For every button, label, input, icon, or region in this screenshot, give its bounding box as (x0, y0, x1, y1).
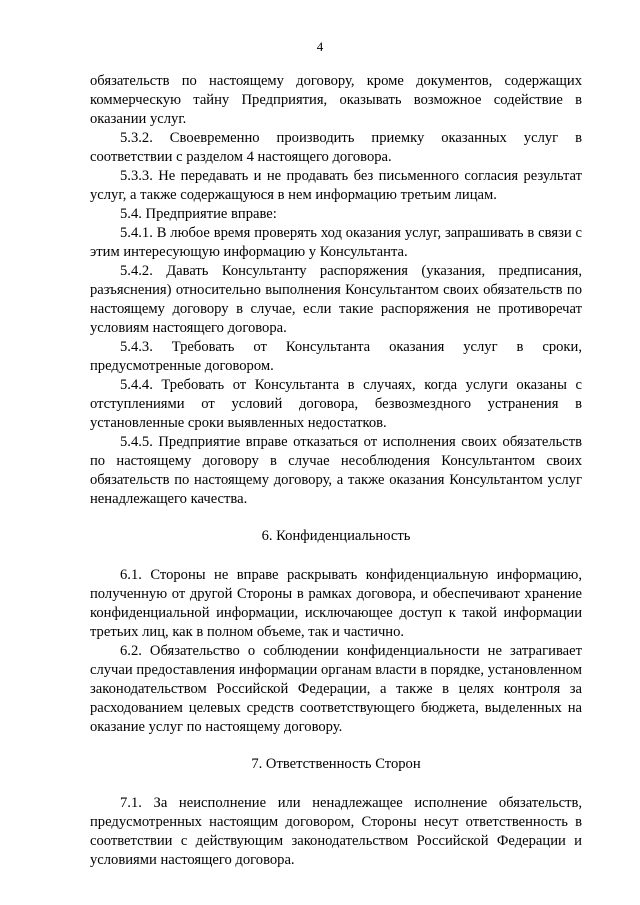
paragraph-5-4-4: 5.4.4. Требовать от Консультанта в случаях, когда услуги оказаны с отступлениями от условий договора, безвозмездного устранения в установленные сроки выявленных недостатков. (90, 377, 582, 431)
paragraph-5-4-2: 5.4.2. Давать Консультанту распоряжения (указания, предписания, разъяснения) относительно выполнения Консультантом своих обязательств по настоящему договору в случае, если такие распоряжения не противоречат условиям настоящего договора. (90, 263, 582, 336)
paragraph-continuation: обязательств по настоящему договору, кроме документов, содержащих коммерческую тайну Предприятия, оказывать возможное содействие в оказании услуг. (90, 73, 582, 127)
paragraph-6-1: 6.1. Стороны не вправе раскрывать конфиденциальную информацию, полученную от другой Стороны в рамках договора, и обеспечивают хранение конфиденциальной информации, исключающее доступ к такой информации третьих лиц, как в полном объеме, так и частично. (90, 567, 582, 640)
paragraph-5-3-3: 5.3.3. Не передавать и не продавать без письменного согласия результат услуг, а также содержащуюся в нем информацию третьим лицам. (90, 168, 582, 203)
paragraph-5-4-1: 5.4.1. В любое время проверять ход оказания услуг, запрашивать в связи с этим интересующую информацию у Консультанта. (90, 225, 582, 260)
document-body (90, 72, 582, 870)
paragraph-7-1: 7.1. За неисполнение или ненадлежащее исполнение обязательств, предусмотренных настоящим договором, Стороны несут ответственность в соответствии с действующим законодательством Российской Федерации и условиями настоящего договора. (90, 795, 582, 868)
paragraph-5-3-2: 5.3.2. Своевременно производить приемку оказанных услуг в соответствии с разделом 4 настоящего договора. (90, 130, 582, 165)
section-6-title: 6. Конфиденциальность (261, 528, 411, 544)
paragraph-5-4-3: 5.4.3. Требовать от Консультанта оказания услуг в сроки, предусмотренные договором. (90, 339, 582, 374)
page-number: 4 (316, 39, 324, 54)
paragraph-6-2: 6.2. Обязательство о соблюдении конфиденциальности не затрагивает случаи предоставления информации органам власти в порядке, установленном законодательством Российской Федерации, а также в целях контроля за расходованием целевых средств соответствующего бюджета, выделенных на оказание услуг по настоящему договору. (90, 643, 582, 735)
section-7-title: 7. Ответственность Сторон (251, 756, 421, 772)
paragraph-5-4: 5.4. Предприятие вправе: (120, 206, 277, 222)
paragraph-5-4-5: 5.4.5. Предприятие вправе отказаться от исполнения своих обязательств по настоящему договору в случае несоблюдения Консультантом своих обязательств по настоящему договору, а также оказания Консультантом услуг ненадлежащего качества. (90, 434, 582, 507)
